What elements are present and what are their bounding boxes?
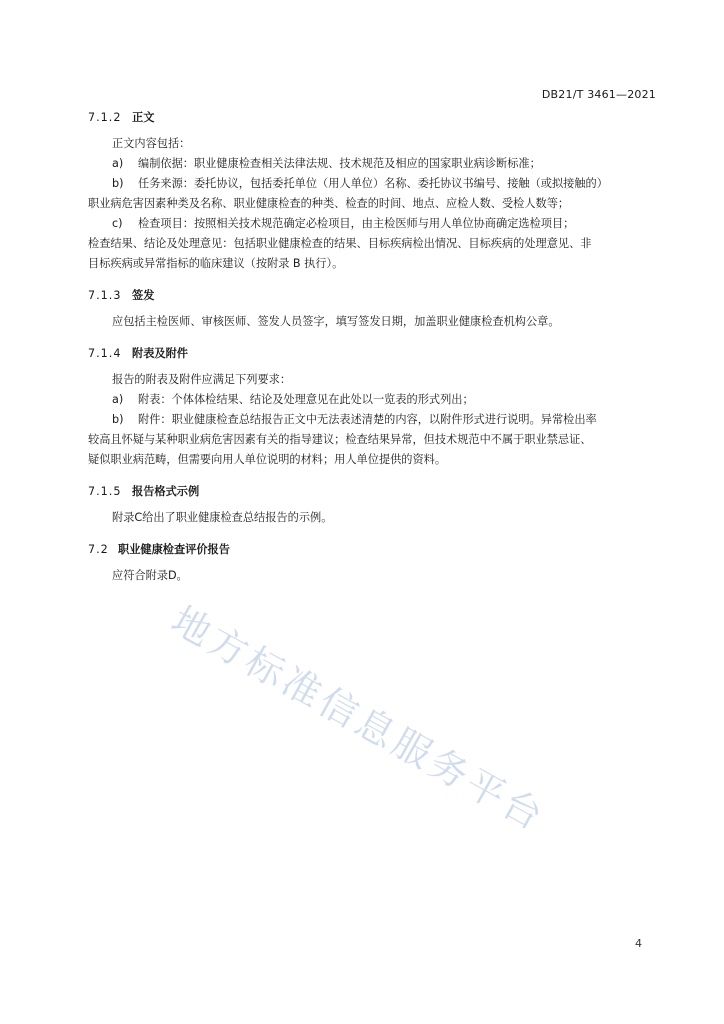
section-number: 7.1.5 [88,485,122,498]
section-body: 应符合附录D。 [112,569,188,582]
list-marker: a) [112,157,124,170]
list-item-continuation: 目标疾病或异常指标的临床建议（按附录 B 执行）。 [88,257,344,270]
section-heading-7-1-5 [88,482,648,502]
list-item [88,214,648,234]
section-number: 7.1.3 [88,289,122,302]
list-item-text: 编制依据：职业健康检查相关法律法规、技术规范及相应的国家职业病诊断标准； [138,157,541,170]
section-title: 职业健康检查评价报告 [118,543,230,556]
list-item-text: 检查项目：按照相关技术规范确定必检项目，由主检医师与用人单位协商确定选检项目； [138,217,575,230]
list-item-text: 任务来源：委托协议，包括委托单位（用人单位）名称、委托协议书编号、接触（或拟接触的） [138,177,608,190]
section-intro: 正文内容包括： [112,137,191,150]
list-item-continuation: 疑似职业病范畴，但需要向用人单位说明的材料；用人单位提供的资料。 [88,453,447,466]
section-title: 正文 [132,111,155,124]
list-item [88,390,648,410]
section-number: 7.1.4 [88,347,122,360]
section-title: 签发 [132,289,155,302]
document-body [88,108,648,586]
list-item-continuation: 检查结果、结论及处理意见：包括职业健康检查的结果、目标疾病检出情况、目标疾病的处理意见、非 [88,237,592,250]
section-title: 附表及附件 [132,347,188,360]
document-code: DB21/T 3461—2021 [541,88,656,101]
watermark-text: 地方标准信息服务平台 [164,597,553,840]
list-item-text: 附件：职业健康检查总结报告正文中无法表述清楚的内容，以附件形式进行说明。异常检出率 [138,413,597,426]
section-heading-7-1-3 [88,286,648,306]
list-marker: b) [112,413,124,426]
section-title: 报告格式示例 [132,485,200,498]
section-heading-7-1-2 [88,108,648,128]
list-marker: b) [112,177,124,190]
list-item [88,410,648,430]
section-body: 应包括主检医师、审核医师、签发人员签字，填写签发日期，加盖职业健康检查机构公章。 [112,315,560,328]
section-heading-7-1-4 [88,344,648,364]
list-item-text: 附表：个体体检结果、结论及处理意见在此处以一览表的形式列出； [138,393,474,406]
section-body: 附录C给出了职业健康检查总结报告的示例。 [112,511,333,524]
page-number: 4 [635,937,642,950]
list-item [88,154,648,174]
section-heading-7-2 [88,540,648,560]
list-item-continuation: 职业病危害因素种类及名称、职业健康检查的种类、检查的时间、地点、应检人数、受检人数等； [88,197,570,210]
section-number: 7.2 [88,543,109,556]
list-item-continuation: 较高且怀疑与某种职业病危害因素有关的指导建议；检查结果异常，但技术规范中不属于职业禁忌证、 [88,433,592,446]
list-marker: c) [112,217,123,230]
section-number: 7.1.2 [88,111,122,124]
section-intro: 报告的附表及附件应满足下列要求： [112,373,292,386]
list-marker: a) [112,393,124,406]
list-item [88,174,648,194]
